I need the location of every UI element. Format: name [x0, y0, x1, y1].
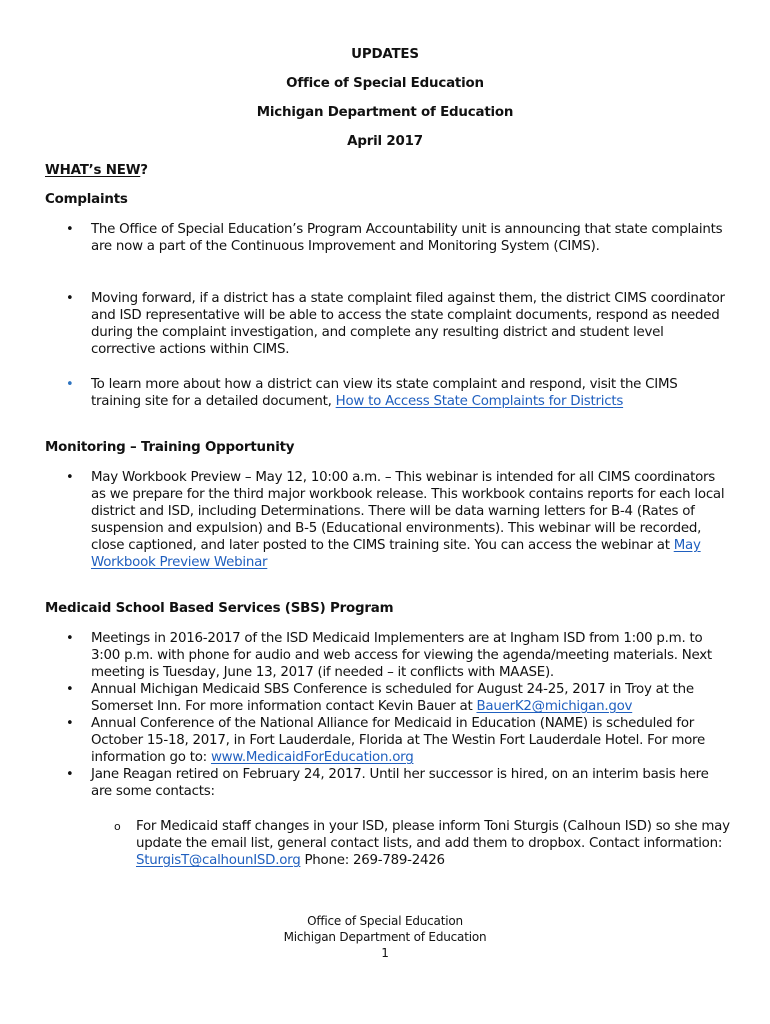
whats-new-heading: [45, 163, 148, 178]
list-item-text: Jane Reagan retired on February 24, 2017. Until her successor is hired, on an interim basis here are some contacts:: [91, 767, 709, 799]
phone-number-text: Phone: 269-789-2426: [300, 853, 445, 868]
list-item: [66, 376, 731, 410]
bullet-icon: •: [66, 682, 74, 697]
medicaid-for-education-link[interactable]: www.MedicaidForEducation.org: [210, 750, 414, 765]
workbook-webinar-link[interactable]: May Workbook Preview Webinar: [91, 538, 701, 570]
doc-subtitle-office: Office of Special Education: [286, 76, 484, 91]
list-item-text: Meetings in 2016-2017 of the ISD Medicaid Implementers are at Ingham ISD from 1:00 p.m. to 3:00 p.m. with phone for audio and web access for viewing the agenda/meeting materials. Next meeting is Tuesday, June 13, 2017 (if needed – it conflicts with MAASE).: [91, 631, 712, 680]
page-footer: [0, 913, 770, 961]
medicaid-sub-list: [66, 818, 736, 869]
doc-title: UPDATES: [351, 47, 419, 62]
bullet-icon: •: [66, 291, 74, 306]
list-item: [66, 630, 731, 681]
complaints-list: [66, 376, 731, 410]
list-item: [66, 766, 731, 800]
page-number: 1: [381, 946, 389, 960]
list-item: [66, 469, 731, 571]
list-item-text: To learn more about how a district can view its state complaint and respond, visit the CIMS training site for a detailed document,: [91, 377, 678, 409]
bullet-icon: •: [66, 470, 74, 485]
list-item: [66, 221, 731, 255]
bullet-icon: •: [66, 377, 74, 392]
footer-office: Office of Special Education: [307, 914, 463, 928]
list-item-text: Annual Michigan Medicaid SBS Conference is scheduled for August 24-25, 2017 in Troy at the Somerset Inn. For more information contact Kevin Bauer at: [91, 682, 694, 714]
list-item-text: Moving forward, if a district has a state complaint filed against them, the district CIMS coordinator and ISD representative will be able to access the state complaint documents, respond as needed during the complaint investigation, and complete any resulting district and student level corrective actions within CIMS.: [91, 291, 725, 357]
sub-bullet-icon: o: [114, 820, 121, 833]
footer-department: Michigan Department of Education: [283, 930, 487, 944]
list-item-text: Annual Conference of the National Alliance for Medicaid in Education (NAME) is scheduled for October 15-18, 2017, in Fort Lauderdale, Florida at The Westin Fort Lauderdale Hotel. For more information go to:: [91, 716, 706, 765]
monitoring-heading: Monitoring – Training Opportunity: [45, 440, 295, 455]
bullet-icon: •: [66, 631, 74, 646]
medicaid-list: [66, 630, 731, 800]
complaints-list: [66, 221, 731, 255]
list-item: [66, 290, 731, 358]
whats-new-label: WHAT’s NEW: [45, 163, 141, 178]
bullet-icon: •: [66, 716, 74, 731]
sturgis-email-link[interactable]: SturgisT@calhounISD.org: [136, 853, 301, 868]
monitoring-list: [66, 469, 731, 571]
medicaid-heading: Medicaid School Based Services (SBS) Program: [45, 601, 394, 616]
bauer-email-link[interactable]: BauerK2@michigan.gov: [476, 699, 633, 714]
how-to-access-complaints-link[interactable]: How to Access State Complaints for Districts: [335, 394, 624, 409]
bullet-icon: •: [66, 222, 74, 237]
whats-new-suffix: ?: [140, 163, 148, 178]
complaints-heading: Complaints: [45, 192, 128, 207]
list-item-text: The Office of Special Education’s Program Accountability unit is announcing that state complaints are now a part of the Continuous Improvement and Monitoring System (CIMS).: [91, 222, 723, 254]
list-item: [66, 681, 731, 715]
sub-list-item-text: For Medicaid staff changes in your ISD, please inform Toni Sturgis (Calhoun ISD) so she may update the email list, general contact lists, and add them to dropbox. Contact information:: [136, 819, 730, 851]
complaints-list: [66, 290, 731, 358]
doc-subtitle-department: Michigan Department of Education: [256, 105, 514, 120]
list-item: [66, 715, 731, 766]
list-item-text: May Workbook Preview – May 12, 10:00 a.m. – This webinar is intended for all CIMS coordinators as we prepare for the third major workbook release. This workbook contains reports for each local district and ISD, including Determinations. There will be data warning letters for B-4 (Rates of suspension and expulsion) and B-5 (Educational environments). This webinar will be recorded, close captioned, and later posted to the CIMS training site. You can access the webinar at: [91, 470, 725, 553]
sub-list-item: [66, 818, 736, 869]
doc-date: April 2017: [347, 134, 423, 149]
bullet-icon: •: [66, 767, 74, 782]
